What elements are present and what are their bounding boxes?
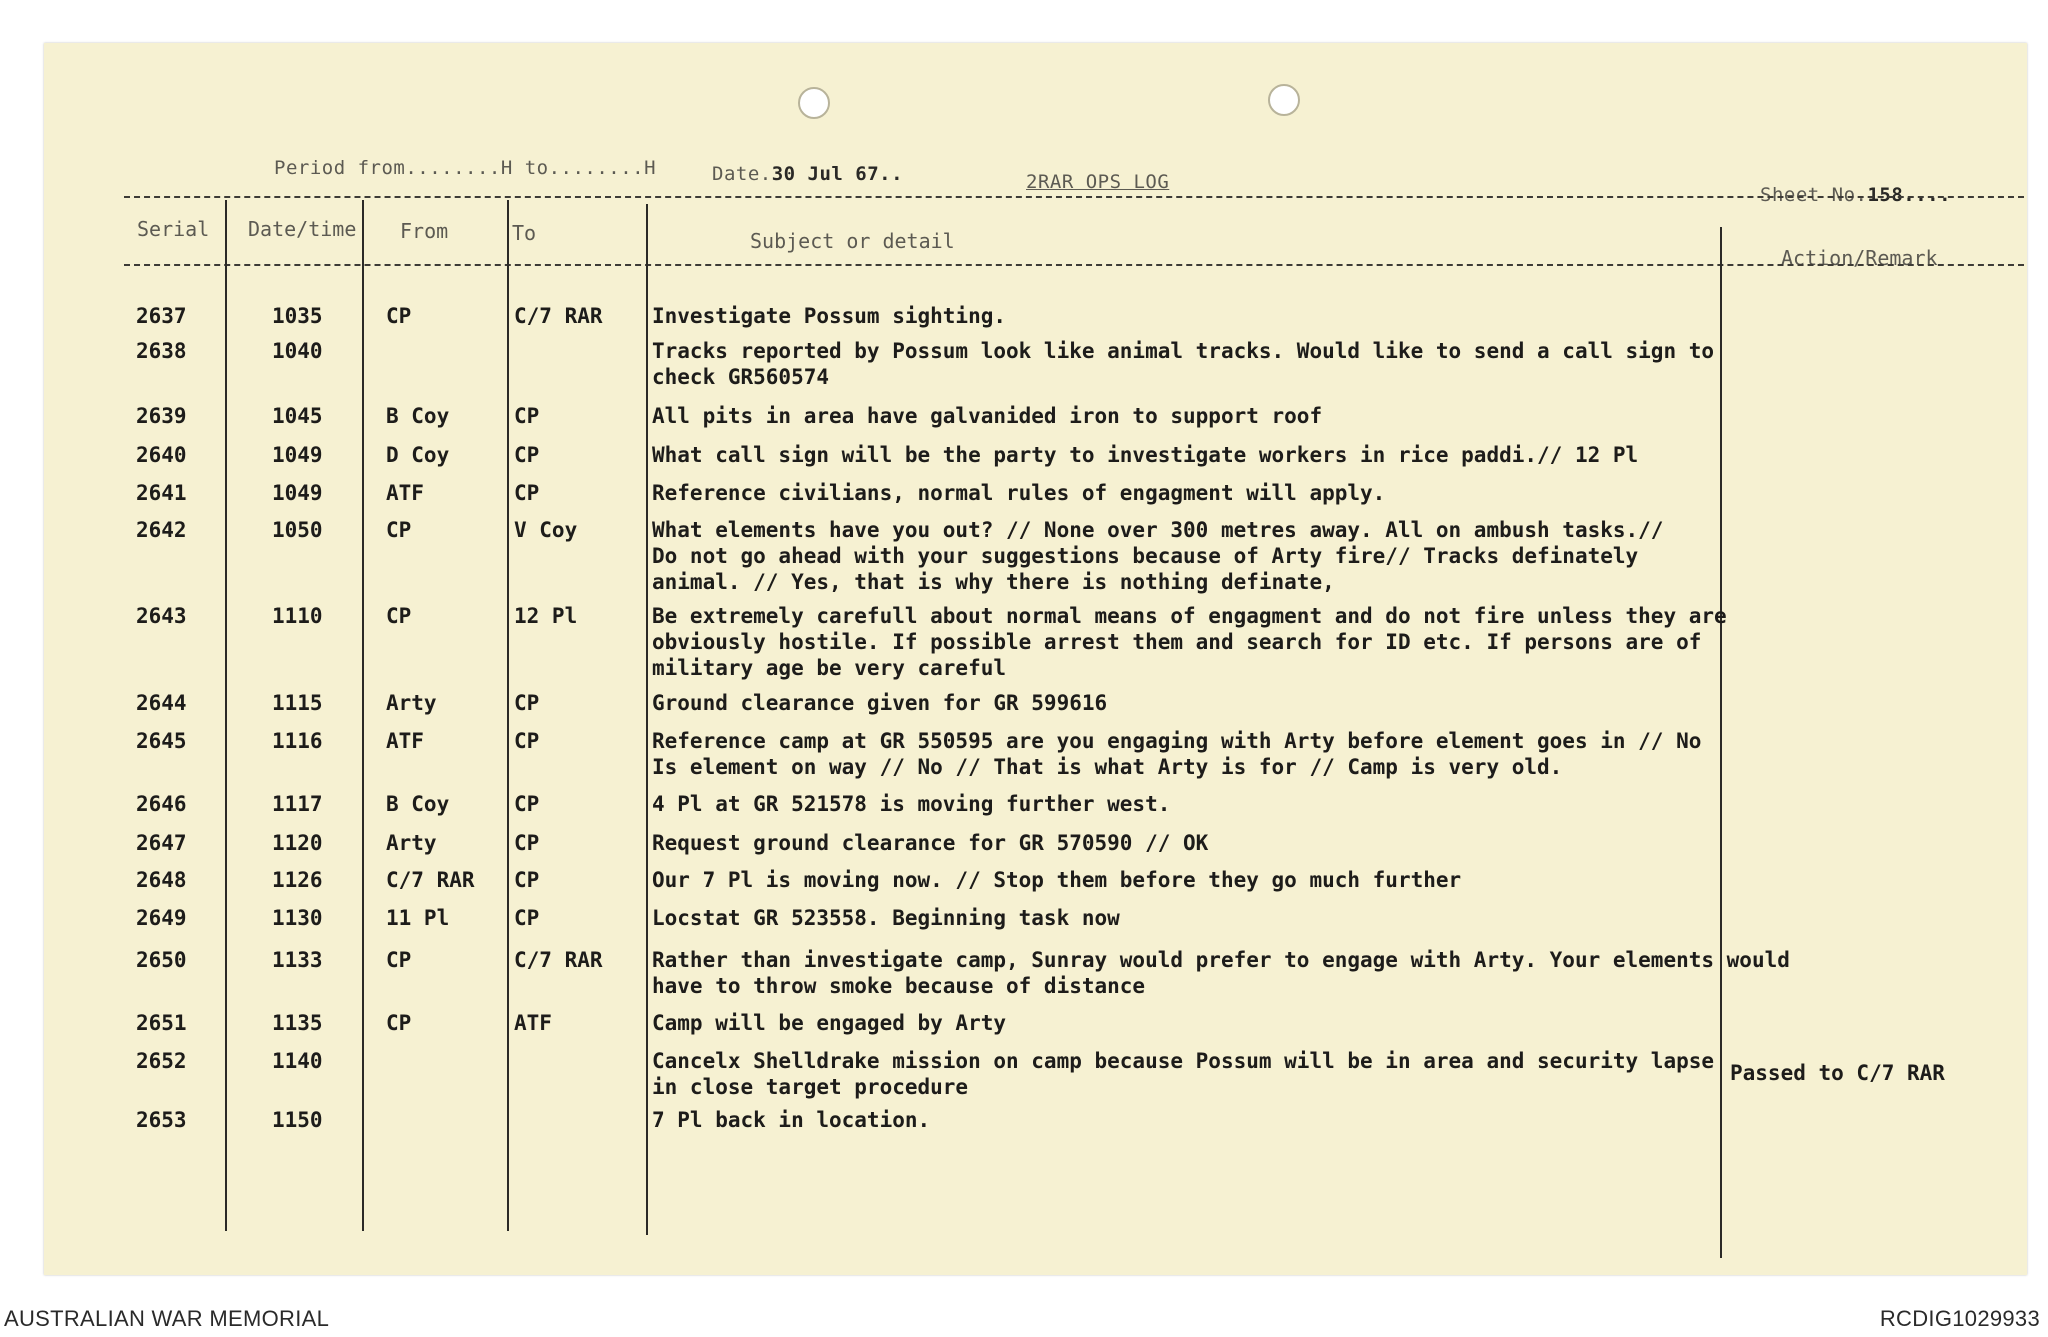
column-header-from: From	[400, 219, 449, 243]
log-serial: 2638	[136, 339, 187, 363]
log-to: CP	[514, 691, 540, 715]
log-serial: 2653	[136, 1108, 187, 1132]
date-value: 30 Jul 67..	[771, 163, 904, 185]
log-from: D Coy	[386, 443, 450, 467]
log-detail: Be extremely carefull about normal means of engagment and do not fire unless they are obviously hostile. If possible arrest them and search for ID etc. If persons are of military age be very careful	[652, 604, 1727, 680]
log-from: ATF	[386, 481, 424, 505]
log-time: 1040	[272, 339, 323, 363]
log-time: 1135	[272, 1011, 323, 1035]
column-header-detail: Subject or detail	[750, 229, 955, 253]
log-from: CP	[386, 1011, 412, 1035]
log-from: Arty	[386, 691, 437, 715]
log-to: CP	[514, 792, 540, 816]
log-detail: 4 Pl at GR 521578 is moving further west.	[652, 792, 1171, 816]
log-to: CP	[514, 906, 540, 930]
log-to: CP	[514, 443, 540, 467]
column-divider-5	[1720, 227, 1722, 1258]
period-field: Period from........H to........H	[274, 157, 657, 179]
log-remark: Passed to C/7 RAR	[1730, 1061, 1945, 1085]
column-divider-2	[362, 200, 364, 1231]
log-time: 1150	[272, 1108, 323, 1132]
log-detail: Ground clearance given for GR 599616	[652, 691, 1108, 715]
log-serial: 2640	[136, 443, 187, 467]
log-detail: Request ground clearance for GR 570590 // OK	[652, 831, 1209, 855]
column-header-datetime: Date/time	[248, 217, 357, 241]
log-serial: 2646	[136, 792, 187, 816]
punch-hole-left	[798, 87, 830, 119]
footer-institution: AUSTRALIAN WAR MEMORIAL	[4, 1306, 330, 1331]
log-detail: Our 7 Pl is moving now. // Stop them before they go much further	[652, 868, 1462, 892]
log-time: 1140	[272, 1049, 323, 1073]
log-detail: Rather than investigate camp, Sunray would prefer to engage with Arty. Your elements would have to throw smoke because of distance	[652, 948, 1790, 998]
column-divider-4	[646, 204, 648, 1235]
log-to: ATF	[514, 1011, 552, 1035]
log-detail: Locstat GR 523558. Beginning task now	[652, 906, 1120, 930]
log-time: 1035	[272, 304, 323, 328]
log-to: CP	[514, 868, 540, 892]
log-to: CP	[514, 831, 540, 855]
log-to: V Coy	[514, 518, 578, 542]
log-time: 1130	[272, 906, 323, 930]
footer-record-id: RCDIG1029933	[1879, 1306, 2040, 1331]
log-from: CP	[386, 304, 412, 328]
log-time: 1115	[272, 691, 323, 715]
log-to: CP	[514, 481, 540, 505]
header-top-rule	[124, 196, 2024, 198]
log-time: 1049	[272, 481, 323, 505]
sheet-number-field: Sheet No.158....	[1760, 184, 1952, 206]
punch-hole-right	[1268, 84, 1300, 116]
log-detail: Reference camp at GR 550595 are you engaging with Arty before element goes in // No Is element on way // No // That is what Arty is for // Camp is very old.	[652, 729, 1702, 779]
log-serial: 2649	[136, 906, 187, 930]
log-time: 1050	[272, 518, 323, 542]
log-serial: 2651	[136, 1011, 187, 1035]
column-header-serial: Serial	[137, 217, 210, 241]
log-time: 1049	[272, 443, 323, 467]
log-time: 1120	[272, 831, 323, 855]
log-serial: 2639	[136, 404, 187, 428]
log-detail: Camp will be engaged by Arty	[652, 1011, 1007, 1035]
log-time: 1133	[272, 948, 323, 972]
log-to: 12 Pl	[514, 604, 578, 628]
log-time: 1116	[272, 729, 323, 753]
log-serial: 2647	[136, 831, 187, 855]
log-time: 1045	[272, 404, 323, 428]
log-from: C/7 RAR	[386, 868, 475, 892]
log-detail: Reference civilians, normal rules of engagment will apply.	[652, 481, 1386, 505]
log-serial: 2648	[136, 868, 187, 892]
log-time: 1110	[272, 604, 323, 628]
log-serial: 2652	[136, 1049, 187, 1073]
log-time: 1126	[272, 868, 323, 892]
log-serial: 2637	[136, 304, 187, 328]
log-detail: All pits in area have galvanided iron to support roof	[652, 404, 1323, 428]
column-divider-1	[225, 200, 227, 1231]
log-serial: 2650	[136, 948, 187, 972]
column-header-remark: Action/Remark	[1781, 246, 1938, 270]
log-from: CP	[386, 948, 412, 972]
log-from: 11 Pl	[386, 906, 450, 930]
log-to: C/7 RAR	[514, 948, 603, 972]
log-to: CP	[514, 404, 540, 428]
log-from: ATF	[386, 729, 424, 753]
log-detail: What elements have you out? // None over 300 metres away. All on ambush tasks.// Do not go ahead with your suggestions because of Arty fire// Tracks definately animal. // Yes, that is why there is nothing definate,	[652, 518, 1664, 594]
log-detail: Tracks reported by Possum look like animal tracks. Would like to send a call sign to check GR560574	[652, 339, 1715, 389]
header-bottom-rule	[124, 264, 2024, 266]
log-detail: 7 Pl back in location.	[652, 1108, 931, 1132]
log-from: B Coy	[386, 404, 450, 428]
log-serial: 2641	[136, 481, 187, 505]
log-detail: Cancelx Shelldrake mission on camp because Possum will be in area and security lapse in close target procedure	[652, 1049, 1715, 1099]
log-serial: 2643	[136, 604, 187, 628]
date-field: Date.30 Jul 67..	[712, 163, 904, 185]
log-from: CP	[386, 518, 412, 542]
log-from: B Coy	[386, 792, 450, 816]
log-serial: 2645	[136, 729, 187, 753]
log-from: Arty	[386, 831, 437, 855]
column-divider-3	[507, 200, 509, 1231]
column-header-to: To	[512, 221, 537, 245]
log-serial: 2644	[136, 691, 187, 715]
log-title: 2RAR OPS LOG	[1026, 171, 1170, 193]
log-serial: 2642	[136, 518, 187, 542]
sheet-number-value: 158....	[1867, 184, 1952, 206]
log-time: 1117	[272, 792, 323, 816]
log-detail: What call sign will be the party to investigate workers in rice paddi.// 12 Pl	[652, 443, 1639, 467]
log-to: C/7 RAR	[514, 304, 603, 328]
log-to: CP	[514, 729, 540, 753]
log-detail: Investigate Possum sighting.	[652, 304, 1007, 328]
log-from: CP	[386, 604, 412, 628]
